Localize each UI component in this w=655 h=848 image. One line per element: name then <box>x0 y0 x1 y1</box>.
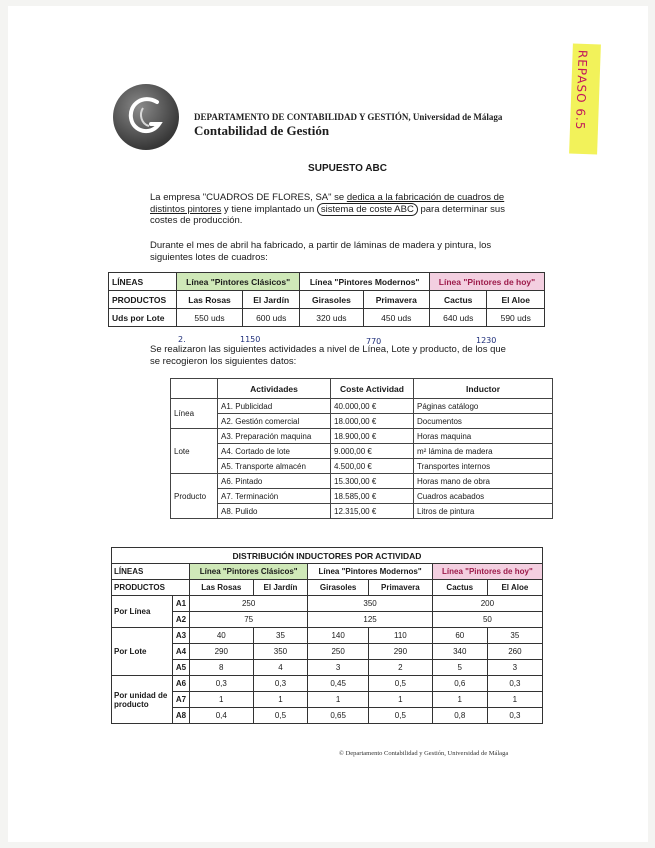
value-cell: 1 <box>190 692 254 708</box>
empty-header <box>171 379 218 399</box>
activity-name: A7. Terminación <box>218 489 331 504</box>
table-row <box>109 273 545 291</box>
activity-code: A3 <box>173 628 190 644</box>
units-cell: 320 uds <box>300 309 363 327</box>
activity-cost: 18.900,00 € <box>331 429 414 444</box>
paragraph-text: dedica a la fabricación de cuadros de distintos pintores <box>150 192 505 215</box>
value-cell: 0,45 <box>308 676 369 692</box>
product-cell: Girasoles <box>300 291 363 309</box>
distribution-table <box>111 547 543 724</box>
value-cell: 0,65 <box>308 708 369 724</box>
group-label: Por unidad de producto <box>112 676 173 724</box>
group-label: Lote <box>171 429 218 474</box>
activity-name: A5. Transporte almacén <box>218 459 331 474</box>
paragraph-text: La empresa "CUADROS DE FLORES, SA" se <box>150 192 347 203</box>
paragraph-text: y tiene implantado un <box>221 203 317 215</box>
value-cell: 2 <box>368 660 432 676</box>
value-cell: 290 <box>368 644 432 660</box>
value-cell: 125 <box>308 612 432 628</box>
product-cell: Primavera <box>363 291 429 309</box>
value-cell: 0,4 <box>190 708 254 724</box>
value-cell: 0,3 <box>487 708 542 724</box>
value-cell: 5 <box>432 660 487 676</box>
table-row <box>171 429 553 444</box>
activity-driver: Transportes internos <box>414 459 553 474</box>
units-cell: 590 uds <box>487 309 545 327</box>
product-cell: Las Rosas <box>176 291 242 309</box>
activity-driver: Documentos <box>414 414 553 429</box>
sticky-note-text: REPASO 6.5 <box>572 49 590 131</box>
product-cell: El Jardín <box>253 580 308 596</box>
table-row <box>171 399 553 414</box>
handwritten-note: 770 <box>366 337 382 346</box>
value-cell: 35 <box>487 628 542 644</box>
activity-name: A8. Pulido <box>218 504 331 519</box>
value-cell: 0,3 <box>190 676 254 692</box>
activity-name: A6. Pintado <box>218 474 331 489</box>
value-cell: 250 <box>190 596 308 612</box>
value-cell: 0,3 <box>487 676 542 692</box>
handwritten-note: 1230 <box>476 336 497 345</box>
activity-code: A4 <box>173 644 190 660</box>
table-row <box>112 644 543 660</box>
group-label: Por Lote <box>112 628 173 676</box>
product-cell: Cactus <box>429 291 486 309</box>
activity-code: A1 <box>173 596 190 612</box>
activity-code: A2 <box>173 612 190 628</box>
value-cell: 250 <box>308 644 369 660</box>
line-modern: Línea "Pintores Modernos" <box>308 564 432 580</box>
value-cell: 40 <box>190 628 254 644</box>
page-title: SUPUESTO ABC <box>308 163 387 174</box>
activity-code: A7 <box>173 692 190 708</box>
table-row <box>171 379 553 399</box>
activity-cost: 4.500,00 € <box>331 459 414 474</box>
value-cell: 140 <box>308 628 369 644</box>
activity-cost: 15.300,00 € <box>331 474 414 489</box>
activity-driver: Horas maquina <box>414 429 553 444</box>
value-cell: 340 <box>432 644 487 660</box>
value-cell: 0,5 <box>368 676 432 692</box>
activity-name: A4. Cortado de lote <box>218 444 331 459</box>
activity-cost: 18.585,00 € <box>331 489 414 504</box>
value-cell: 8 <box>190 660 254 676</box>
activity-code: A5 <box>173 660 190 676</box>
table-row <box>112 580 543 596</box>
table-row <box>171 414 553 429</box>
column-header: Actividades <box>218 379 331 399</box>
activity-driver: m² lámina de madera <box>414 444 553 459</box>
intro-paragraph <box>150 192 505 227</box>
value-cell: 3 <box>487 660 542 676</box>
value-cell: 350 <box>253 644 308 660</box>
value-cell: 3 <box>308 660 369 676</box>
units-cell: 450 uds <box>363 309 429 327</box>
row-header: LÍNEAS <box>109 273 177 291</box>
activity-driver: Cuadros acabados <box>414 489 553 504</box>
table-row <box>171 444 553 459</box>
line-today: Línea "Pintores de hoy" <box>429 273 544 291</box>
lines-products-table <box>108 272 545 327</box>
value-cell: 0,5 <box>253 708 308 724</box>
activities-table <box>170 378 553 519</box>
activity-driver: Páginas catálogo <box>414 399 553 414</box>
activity-code: A6 <box>173 676 190 692</box>
activity-name: A2. Gestión comercial <box>218 414 331 429</box>
production-paragraph: Durante el mes de abril ha fabricado, a partir de láminas de madera y pintura, los siguientes lotes de cuadros: <box>150 240 492 263</box>
product-cell: Cactus <box>432 580 487 596</box>
table-row <box>171 489 553 504</box>
value-cell: 260 <box>487 644 542 660</box>
footer-copyright: © Departamento Contabilidad y Gestión, Universidad de Málaga <box>339 750 509 757</box>
activity-cost: 18.000,00 € <box>331 414 414 429</box>
product-cell: Girasoles <box>308 580 369 596</box>
value-cell: 1 <box>253 692 308 708</box>
line-modern: Línea "Pintores Modernos" <box>300 273 430 291</box>
table-row <box>112 708 543 724</box>
product-cell: Primavera <box>368 580 432 596</box>
activity-driver: Horas mano de obra <box>414 474 553 489</box>
activity-cost: 9.000,00 € <box>331 444 414 459</box>
group-label: Producto <box>171 474 218 519</box>
row-header: PRODUCTOS <box>109 291 177 309</box>
line-classic: Línea "Pintores Clásicos" <box>190 564 308 580</box>
table-row <box>112 676 543 692</box>
value-cell: 290 <box>190 644 254 660</box>
activity-driver: Litros de pintura <box>414 504 553 519</box>
table-row <box>109 291 545 309</box>
value-cell: 50 <box>432 612 542 628</box>
line-classic: Línea "Pintores Clásicos" <box>176 273 299 291</box>
table-row <box>112 692 543 708</box>
group-label: Línea <box>171 399 218 429</box>
value-cell: 60 <box>432 628 487 644</box>
handwritten-note: 2. <box>178 335 186 344</box>
table-row <box>112 660 543 676</box>
line-today: Línea "Pintores de hoy" <box>432 564 542 580</box>
table-row <box>112 628 543 644</box>
abc-system-highlight: sistema de coste ABC <box>317 203 418 216</box>
subject-title: Contabilidad de Gestión <box>194 123 330 138</box>
units-cell: 600 uds <box>243 309 300 327</box>
units-cell: 550 uds <box>176 309 242 327</box>
value-cell: 1 <box>308 692 369 708</box>
column-header: Inductor <box>414 379 553 399</box>
activity-name: A1. Publicidad <box>218 399 331 414</box>
table-row <box>112 548 543 564</box>
activity-cost: 12.315,00 € <box>331 504 414 519</box>
paragraph-text: para determinar sus costes de producción. <box>150 203 505 226</box>
university-logo <box>113 84 179 150</box>
value-cell: 1 <box>432 692 487 708</box>
table-row <box>112 564 543 580</box>
product-cell: El Aloe <box>487 580 542 596</box>
value-cell: 0,3 <box>253 676 308 692</box>
row-header: LÍNEAS <box>112 564 190 580</box>
row-header: Uds por Lote <box>109 309 177 327</box>
value-cell: 35 <box>253 628 308 644</box>
value-cell: 200 <box>432 596 542 612</box>
table-row <box>171 504 553 519</box>
product-cell: El Aloe <box>487 291 545 309</box>
activity-code: A8 <box>173 708 190 724</box>
activities-paragraph: Se realizaron las siguientes actividades a nivel de Línea, Lote y producto, de los que se recogieron los siguientes datos: <box>150 344 506 367</box>
value-cell: 1 <box>487 692 542 708</box>
value-cell: 75 <box>190 612 308 628</box>
table-caption: DISTRIBUCIÓN INDUCTORES POR ACTIVIDAD <box>112 548 543 564</box>
value-cell: 1 <box>368 692 432 708</box>
product-cell: El Jardín <box>243 291 300 309</box>
department-header: DEPARTAMENTO DE CONTABILIDAD Y GESTIÓN, Universidad de Málaga <box>194 112 503 122</box>
product-cell: Las Rosas <box>190 580 254 596</box>
units-cell: 640 uds <box>429 309 486 327</box>
value-cell: 4 <box>253 660 308 676</box>
table-row <box>171 459 553 474</box>
value-cell: 0,5 <box>368 708 432 724</box>
table-row <box>112 612 543 628</box>
value-cell: 0,6 <box>432 676 487 692</box>
group-label: Por Línea <box>112 596 173 628</box>
activity-name: A3. Preparación maquina <box>218 429 331 444</box>
sticky-note <box>569 44 601 155</box>
value-cell: 110 <box>368 628 432 644</box>
value-cell: 0,8 <box>432 708 487 724</box>
table-row <box>109 309 545 327</box>
value-cell: 350 <box>308 596 432 612</box>
column-header: Coste Actividad <box>331 379 414 399</box>
handwritten-note: 1150 <box>240 335 261 344</box>
table-row <box>171 474 553 489</box>
row-header: PRODUCTOS <box>112 580 190 596</box>
table-row <box>112 596 543 612</box>
activity-cost: 40.000,00 € <box>331 399 414 414</box>
